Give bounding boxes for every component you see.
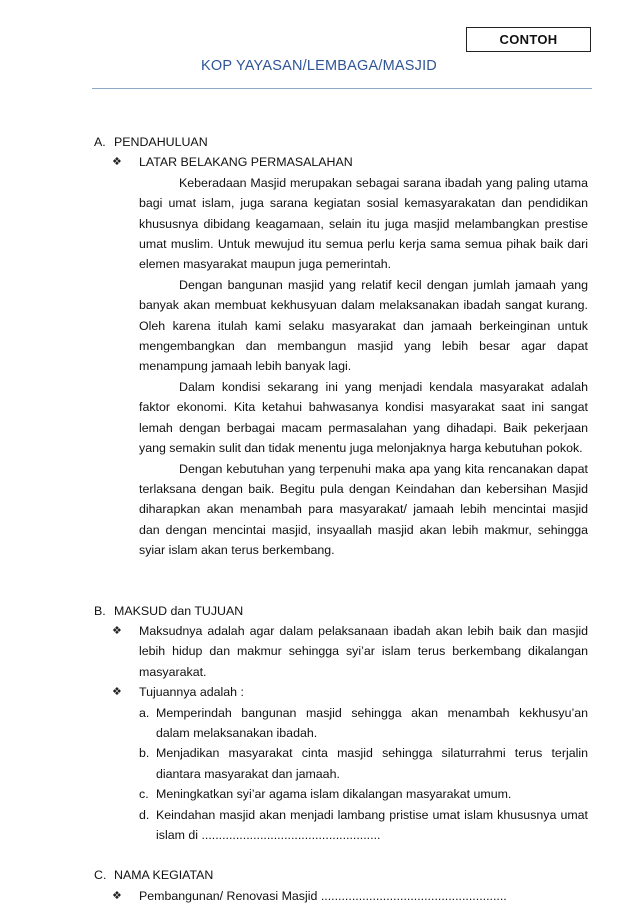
section-a-title: PENDAHULUAN [114, 135, 208, 149]
section-a-heading [94, 132, 588, 152]
bullet-maksud [94, 621, 588, 682]
section-c-heading [94, 865, 588, 885]
tujuan-item-text: Memperindah bangunan masjid sehingga akan menambah kekhusyu’an dalam melaksanakan ibadah. [156, 705, 588, 740]
paragraph-2: Dengan bangunan masjid yang relatif kecil dengan jumlah jamaah yang banyak akan membuat kekhusyuan dalam melaksanakan ibadah sangat kurang. Oleh karena itulah kami selaku masyarakat dan jamaah berkeinginan untuk mengembangkan dan membangun masjid yang lebih besar agar dapat menampung jamaah lebih banyak lagi. [139, 277, 588, 374]
tujuan-item-letter: d. [139, 807, 150, 822]
paragraph-3: Dalam kondisi sekarang ini yang menjadi kendala masyarakat adalah faktor ekonomi. Kita ketahui bahwasanya kondisi masyarakat saat ini sangat lemah dengan berbagai macam permasalahan yang dihadapi. Baik pekerjaan yang semakin sulit dan tidak menentu juga melonjaknya harga kebutuhan pokok. [139, 379, 588, 456]
paragraph-4: Dengan kebutuhan yang terpenuhi maka apa yang kita rencanakan dapat terlaksana dengan baik. Begitu pula dengan Keindahan dan kebersihan Masjid diharapkan akan menambah para masyarakat/ jamaah lebih mencintai masjid dan dengan mencintai masjid, insyaallah masjid akan lebih makmur, sehingga syiar islam akan terus berkembang. [139, 461, 588, 558]
bullet-latar-belakang [94, 152, 588, 172]
diamond-bullet-icon: ❖ [112, 624, 122, 637]
contoh-badge: CONTOH [466, 27, 591, 52]
tujuan-item-letter: c. [139, 787, 149, 802]
diamond-bullet-icon: ❖ [112, 889, 122, 902]
letterhead-title: KOP YAYASAN/LEMBAGA/MASJID [201, 58, 437, 74]
tujuan-item-text: Keindahan masjid akan menjadi lambang pristise umat islam khususnya umat islam di .................................................... [156, 807, 588, 842]
section-b-heading [94, 601, 588, 621]
diamond-bullet-icon: ❖ [112, 686, 122, 699]
diamond-bullet-icon: ❖ [112, 156, 122, 169]
letterhead-divider [92, 88, 592, 89]
tujuan-item-d [94, 805, 588, 846]
bullet-tujuan-label: Tujuannya adalah : [139, 685, 244, 700]
tujuan-item-text: Menjadikan masyarakat cinta masjid sehingga silaturrahmi terus terjalin diantara masyarakat dan jamaah. [156, 746, 588, 781]
bullet-nama-kegiatan-text: Pembangunan/ Renovasi Masjid ...................................................... [139, 888, 507, 903]
tujuan-item-letter: b. [139, 746, 150, 761]
section-b-number: B. [94, 603, 106, 618]
bullet-maksud-text: Maksudnya adalah agar dalam pelaksanaan ibadah akan lebih baik dan masjid lebih hidup dan makmur sehingga syi’ar islam terus berkembang dikalangan masyarakat. [139, 623, 588, 679]
tujuan-item-c [94, 784, 588, 804]
bullet-latar-belakang-label: LATAR BELAKANG PERMASALAHAN [139, 155, 353, 170]
section-c-number: C. [94, 868, 107, 883]
tujuan-item-a [94, 703, 588, 744]
bullet-tujuan [94, 682, 588, 702]
tujuan-item-text: Meningkatkan syi’ar agama islam dikalangan masyarakat umum. [156, 787, 512, 802]
section-b-title: MAKSUD dan TUJUAN [114, 603, 244, 618]
section-a-number: A. [94, 135, 106, 149]
tujuan-item-b [94, 743, 588, 784]
section-c-title: NAMA KEGIATAN [114, 868, 214, 883]
document-body [94, 132, 588, 906]
tujuan-item-letter: a. [139, 705, 150, 720]
paragraph-1: Keberadaan Masjid merupakan sebagai sarana ibadah yang paling utama bagi umat islam, juga sarana kegiatan sosial kemasyarakatan dan pendidikan khususnya dibidang keagamaan, selain itu juga masjid melambangkan prestise umat muslim. Untuk mewujud itu semua perlu kerja sama semua pihak baik dari elemen masyarakat maupun juga pemerintah. [139, 175, 588, 272]
